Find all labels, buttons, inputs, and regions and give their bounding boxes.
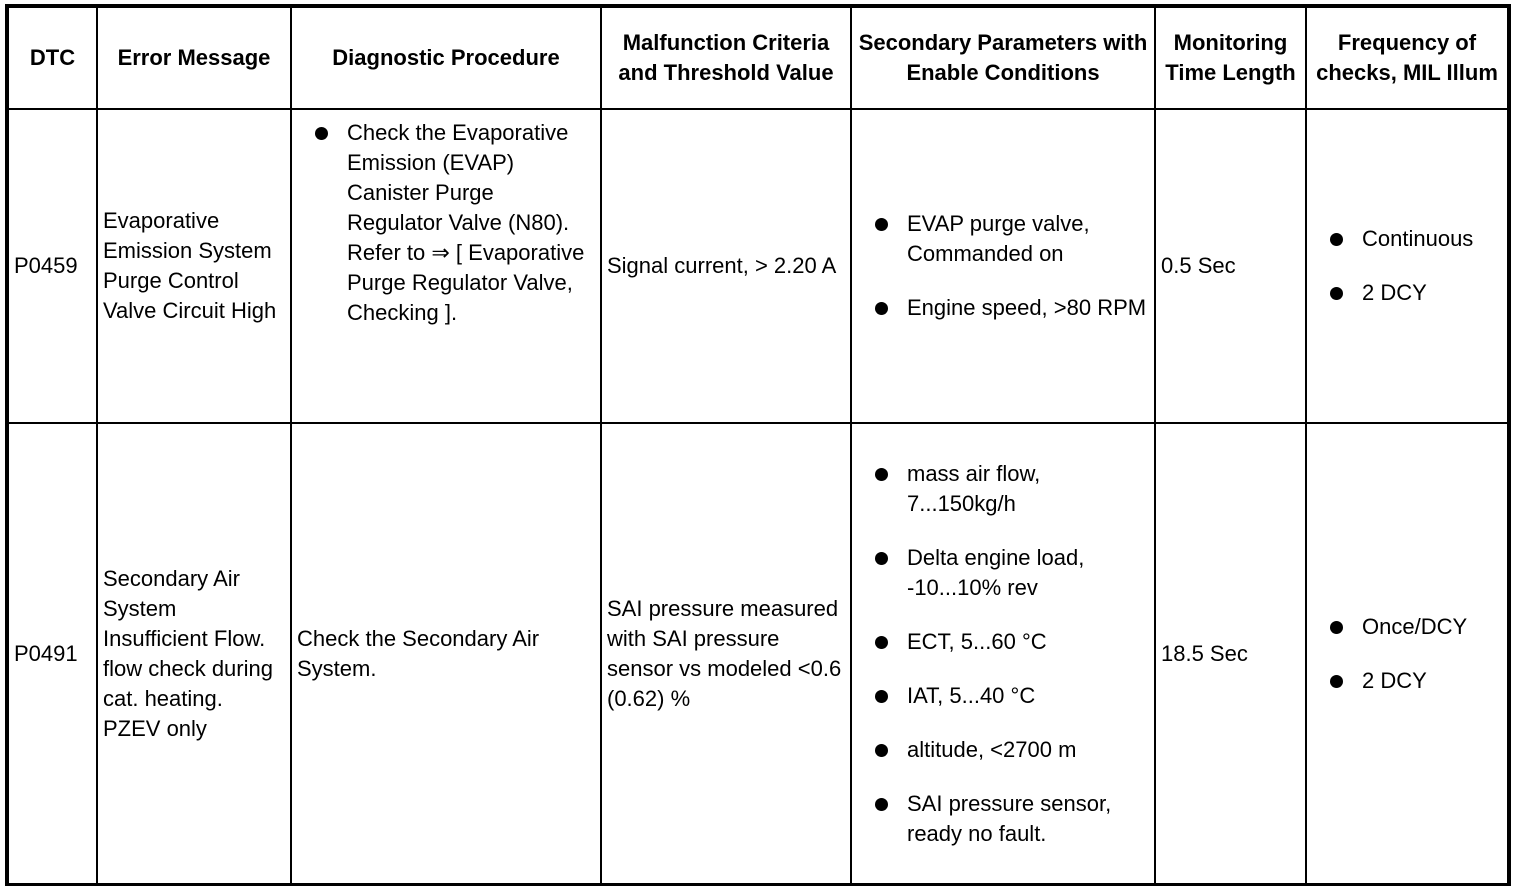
frequency-item: Continuous	[1312, 224, 1502, 254]
parameter-item: Engine speed, >80 RPM	[857, 293, 1149, 323]
parameter-item: mass air flow, 7...150kg/h	[857, 459, 1149, 519]
cell-diagnostic-procedure	[291, 109, 601, 423]
cell-secondary-parameters	[851, 109, 1155, 423]
header-monitoring-time: Monitoring Time Length	[1155, 7, 1306, 109]
cell-frequency	[1306, 423, 1508, 884]
parameter-item: IAT, 5...40 °C	[857, 681, 1149, 711]
cell-dtc: P0491	[8, 423, 97, 884]
table-row	[8, 423, 1508, 884]
table-row	[8, 109, 1508, 423]
cell-monitoring-time: 18.5 Sec	[1155, 423, 1306, 884]
cell-diagnostic-procedure: Check the Secondary Air System.	[291, 423, 601, 884]
frequency-item: 2 DCY	[1312, 666, 1502, 696]
frequency-item: Once/DCY	[1312, 612, 1502, 642]
header-dtc: DTC	[8, 7, 97, 109]
header-error-message: Error Message	[97, 7, 291, 109]
parameter-item: Delta engine load, -10...10% rev	[857, 543, 1149, 603]
header-diagnostic-procedure: Diagnostic Procedure	[291, 7, 601, 109]
table-header-row	[8, 7, 1508, 109]
frequency-list	[1312, 224, 1502, 308]
header-secondary-parameters: Secondary Parameters with Enable Conditions	[851, 7, 1155, 109]
dtc-table	[7, 6, 1509, 885]
parameter-item: SAI pressure sensor, ready no fault.	[857, 789, 1149, 849]
frequency-item: 2 DCY	[1312, 278, 1502, 308]
cell-dtc: P0459	[8, 109, 97, 423]
header-frequency: Frequency of checks, MIL Illum	[1306, 7, 1508, 109]
cell-frequency	[1306, 109, 1508, 423]
procedure-list	[297, 118, 595, 328]
header-malfunction-criteria: Malfunction Criteria and Threshold Value	[601, 7, 851, 109]
secondary-parameters-list	[857, 459, 1149, 849]
procedure-item: Check the Evaporative Emission (EVAP) Canister Purge Regulator Valve (N80). Refer to ⇒ [ Evaporative Purge Regulator Valve, Checking ].	[297, 118, 595, 328]
cell-error-message: Secondary Air System Insufficient Flow. flow check during cat. heating. PZEV only	[97, 423, 291, 884]
cell-malfunction-criteria: Signal current, > 2.20 A	[601, 109, 851, 423]
parameter-item: altitude, <2700 m	[857, 735, 1149, 765]
cell-monitoring-time: 0.5 Sec	[1155, 109, 1306, 423]
secondary-parameters-list	[857, 209, 1149, 323]
frequency-list	[1312, 612, 1502, 696]
cell-error-message: Evaporative Emission System Purge Control Valve Circuit High	[97, 109, 291, 423]
parameter-item: ECT, 5...60 °C	[857, 627, 1149, 657]
parameter-item: EVAP purge valve, Commanded on	[857, 209, 1149, 269]
cell-secondary-parameters	[851, 423, 1155, 884]
cell-malfunction-criteria: SAI pressure measured with SAI pressure sensor vs modeled <0.6 (0.62) %	[601, 423, 851, 884]
